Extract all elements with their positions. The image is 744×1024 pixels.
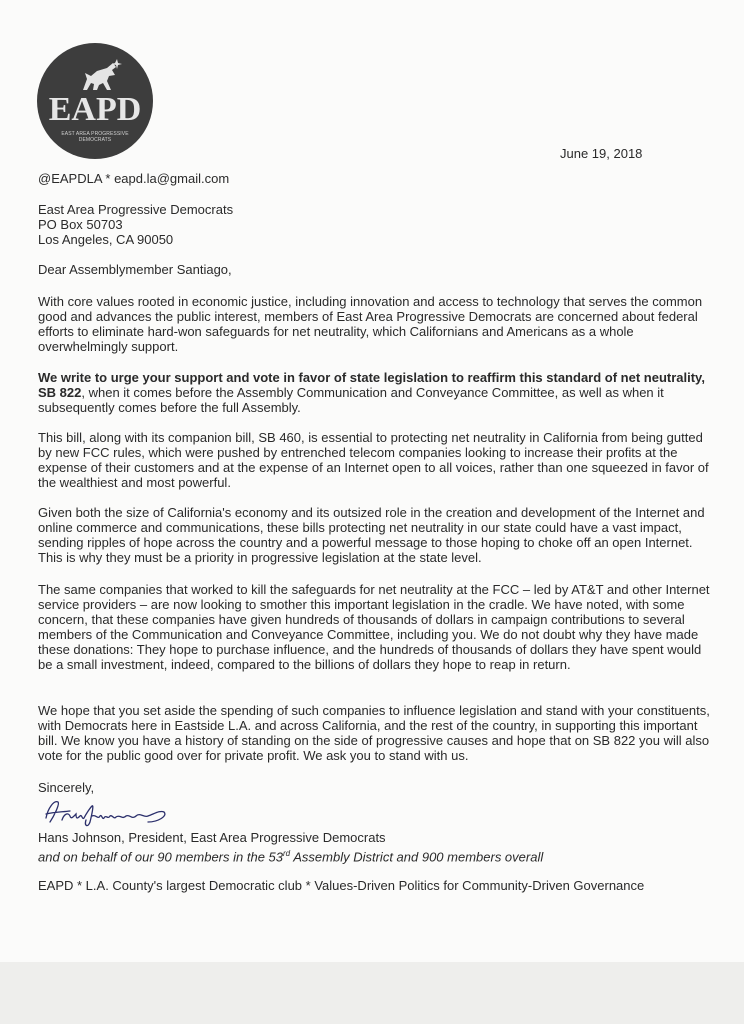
paragraph-1: With core values rooted in economic justice, including innovation and access to technology that serves the common good and advances the public interest, members of East Area Progressive Democrats are concerned about federal efforts to eliminate hard-won safeguards for net neutrality, which Californians and Americans as a whole overwhelmingly support. [38, 294, 703, 354]
address-line-1: East Area Progressive Democrats [38, 202, 234, 217]
paragraph-2-bold: We write to urge your support and vote in favor of state legislation to reaffirm this standard of net neutrality, SB 822 [38, 370, 705, 400]
letter-date: June 19, 2018 [560, 146, 643, 161]
contact-line: @EAPDLA * eapd.la@gmail.com [38, 171, 230, 186]
address-line-2: PO Box 50703 [38, 217, 123, 232]
paragraph-2 [38, 370, 718, 415]
address-line-3: Los Angeles, CA 90050 [38, 232, 174, 247]
paragraph-6: We hope that you set aside the spending of such companies to influence legislation and stand with your constituents, with Democrats here in Eastside L.A. and across California, and the rest of the country, in supporting this important bill. We know you have a history of standing on the side of progressive causes and hope that on SB 822 you will also vote for the public good over for private profit. We ask you to stand with us. [38, 703, 710, 763]
signer-note [38, 846, 718, 864]
paragraph-3: This bill, along with its companion bill, SB 460, is essential to protecting net neutrality in California from being gutted by new FCC rules, which were pushed by entrenched telecom companies looking to increase their profits at the expense of their customers and at the expense of an Internet open to all voices, rather than one squeezed in favor of the wealthiest and most powerful. [38, 430, 709, 490]
salutation: Dear Assemblymember Santiago, [38, 262, 232, 277]
page-bottom-background [0, 962, 744, 1024]
paragraph-5: The same companies that worked to kill the safeguards for net neutrality at the FCC – led by AT&T and other Internet service providers – are now looking to smother this important legislation in the cradle. We have noted, with some concern, that these companies have given hundreds of thousands of dollars in campaign contributions to several members of the Communication and Conveyance Committee, including you. We do not doubt why they have made these donations: They hope to purchase influence, and the hundreds of thousands of dollars they have spent would be a small investment, indeed, compared to the billions of dollars they hope to reap in return. [38, 582, 710, 672]
paragraph-2-rest: , when it comes before the Assembly Communication and Conveyance Committee, as well as when it subsequently comes before the full Assembly. [38, 385, 664, 415]
logo-subtitle: EAST AREA PROGRESSIVE DEMOCRATS [61, 131, 129, 143]
handwritten-signature [40, 794, 180, 830]
eapd-logo [37, 43, 153, 159]
signer-note-pre: and on behalf of our 90 members in the 53 [38, 849, 283, 865]
closing: Sincerely, [38, 780, 95, 795]
signer-name: Hans Johnson, President, East Area Progressive Democrats [38, 830, 386, 845]
sender-address [38, 202, 718, 247]
logo-acronym: EAPD [48, 91, 142, 128]
signer-note-sup: rd [283, 849, 291, 858]
signer-note-post: Assembly District and 900 members overall [290, 849, 544, 865]
footer-tagline: EAPD * L.A. County's largest Democratic club * Values-Driven Politics for Community-Driven Governance [38, 878, 645, 893]
paragraph-4: Given both the size of California's economy and its outsized role in the creation and development of the Internet and online commerce and communications, these bills protecting net neutrality in our state could have a vast impact, sending ripples of hope across the country and a powerful message to those hoping to choke off an open Internet. This is why they must be a priority in progressive legislation at the state level. [38, 505, 705, 565]
